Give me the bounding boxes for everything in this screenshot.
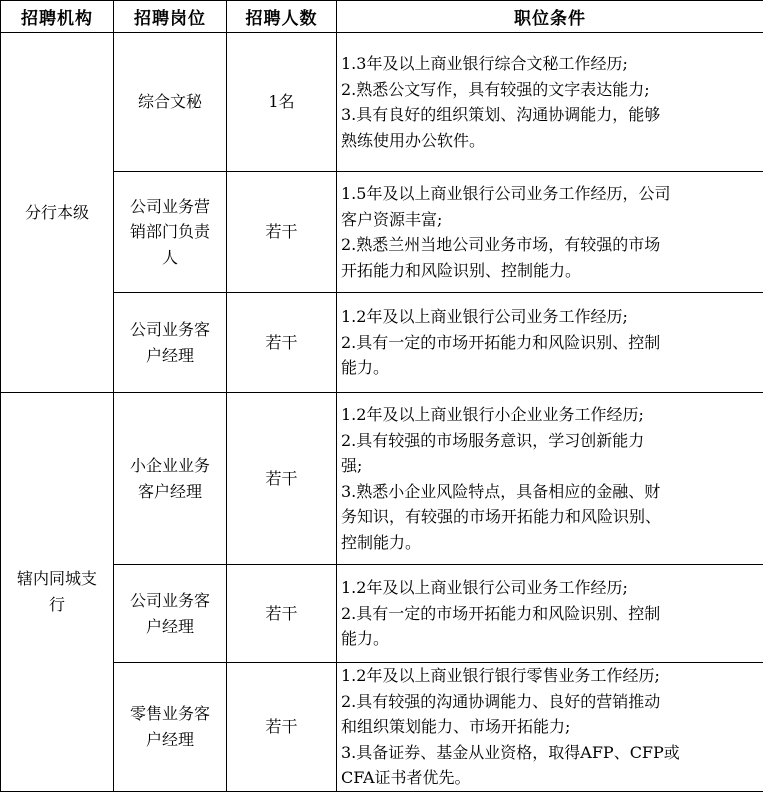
table-row [1,565,763,663]
table-row [1,293,763,393]
table-row [1,393,763,565]
position-cell: 公司业务客 户经理 [114,293,227,393]
requirements-cell: 1.2年及以上商业银行公司业务工作经历; 2.具有一定的市场开拓能力和风险识别、控制 能力。 [337,565,763,663]
table-row [1,172,763,293]
header-institution: 招聘机构 [1,1,114,33]
position-cell: 小企业业务 客户经理 [114,393,227,565]
headcount-cell: 1名 [227,33,337,172]
requirements-cell: 1.2年及以上商业银行小企业业务工作经历; 2.具有较强的市场服务意识，学习创新能力 强; 3.熟悉小企业风险特点，具备相应的金融、财 务知识，有较强的市场开拓能力和风险识别、 控制能力。 [337,393,763,565]
headcount-cell: 若干 [227,393,337,565]
table-row [1,663,763,792]
header-position: 招聘岗位 [114,1,227,33]
header-requirements: 职位条件 [337,1,763,33]
position-cell: 综合文秘 [114,33,227,172]
requirements-cell: 1.2年及以上商业银行银行零售业务工作经历; 2.具有较强的沟通协调能力、良好的营销推动 和组织策划能力、市场开拓能力; 3.具备证券、基金从业资格，取得AFP、CFP或 CFA证书者优先。 [337,663,763,792]
header-headcount: 招聘人数 [227,1,337,33]
table-row [1,33,763,172]
institution-branch-level: 分行本级 [1,33,114,393]
headcount-cell: 若干 [227,565,337,663]
headcount-cell: 若干 [227,293,337,393]
requirements-cell: 1.5年及以上商业银行公司业务工作经历，公司 客户资源丰富; 2.熟悉兰州当地公司业务市场，有较强的市场 开拓能力和风险识别、控制能力。 [337,172,763,293]
position-cell: 零售业务客 户经理 [114,663,227,792]
headcount-cell: 若干 [227,172,337,293]
requirements-cell: 1.3年及以上商业银行综合文秘工作经历; 2.熟悉公文写作，具有较强的文字表达能力; 3.具有良好的组织策划、沟通协调能力，能够 熟练使用办公软件。 [337,33,763,172]
requirements-cell: 1.2年及以上商业银行公司业务工作经历; 2.具有一定的市场开拓能力和风险识别、控制 能力。 [337,293,763,393]
position-cell: 公司业务营 销部门负责 人 [114,172,227,293]
institution-city-subbranch: 辖内同城支 行 [1,393,114,792]
position-cell: 公司业务客 户经理 [114,565,227,663]
header-row [1,1,763,33]
headcount-cell: 若干 [227,663,337,792]
